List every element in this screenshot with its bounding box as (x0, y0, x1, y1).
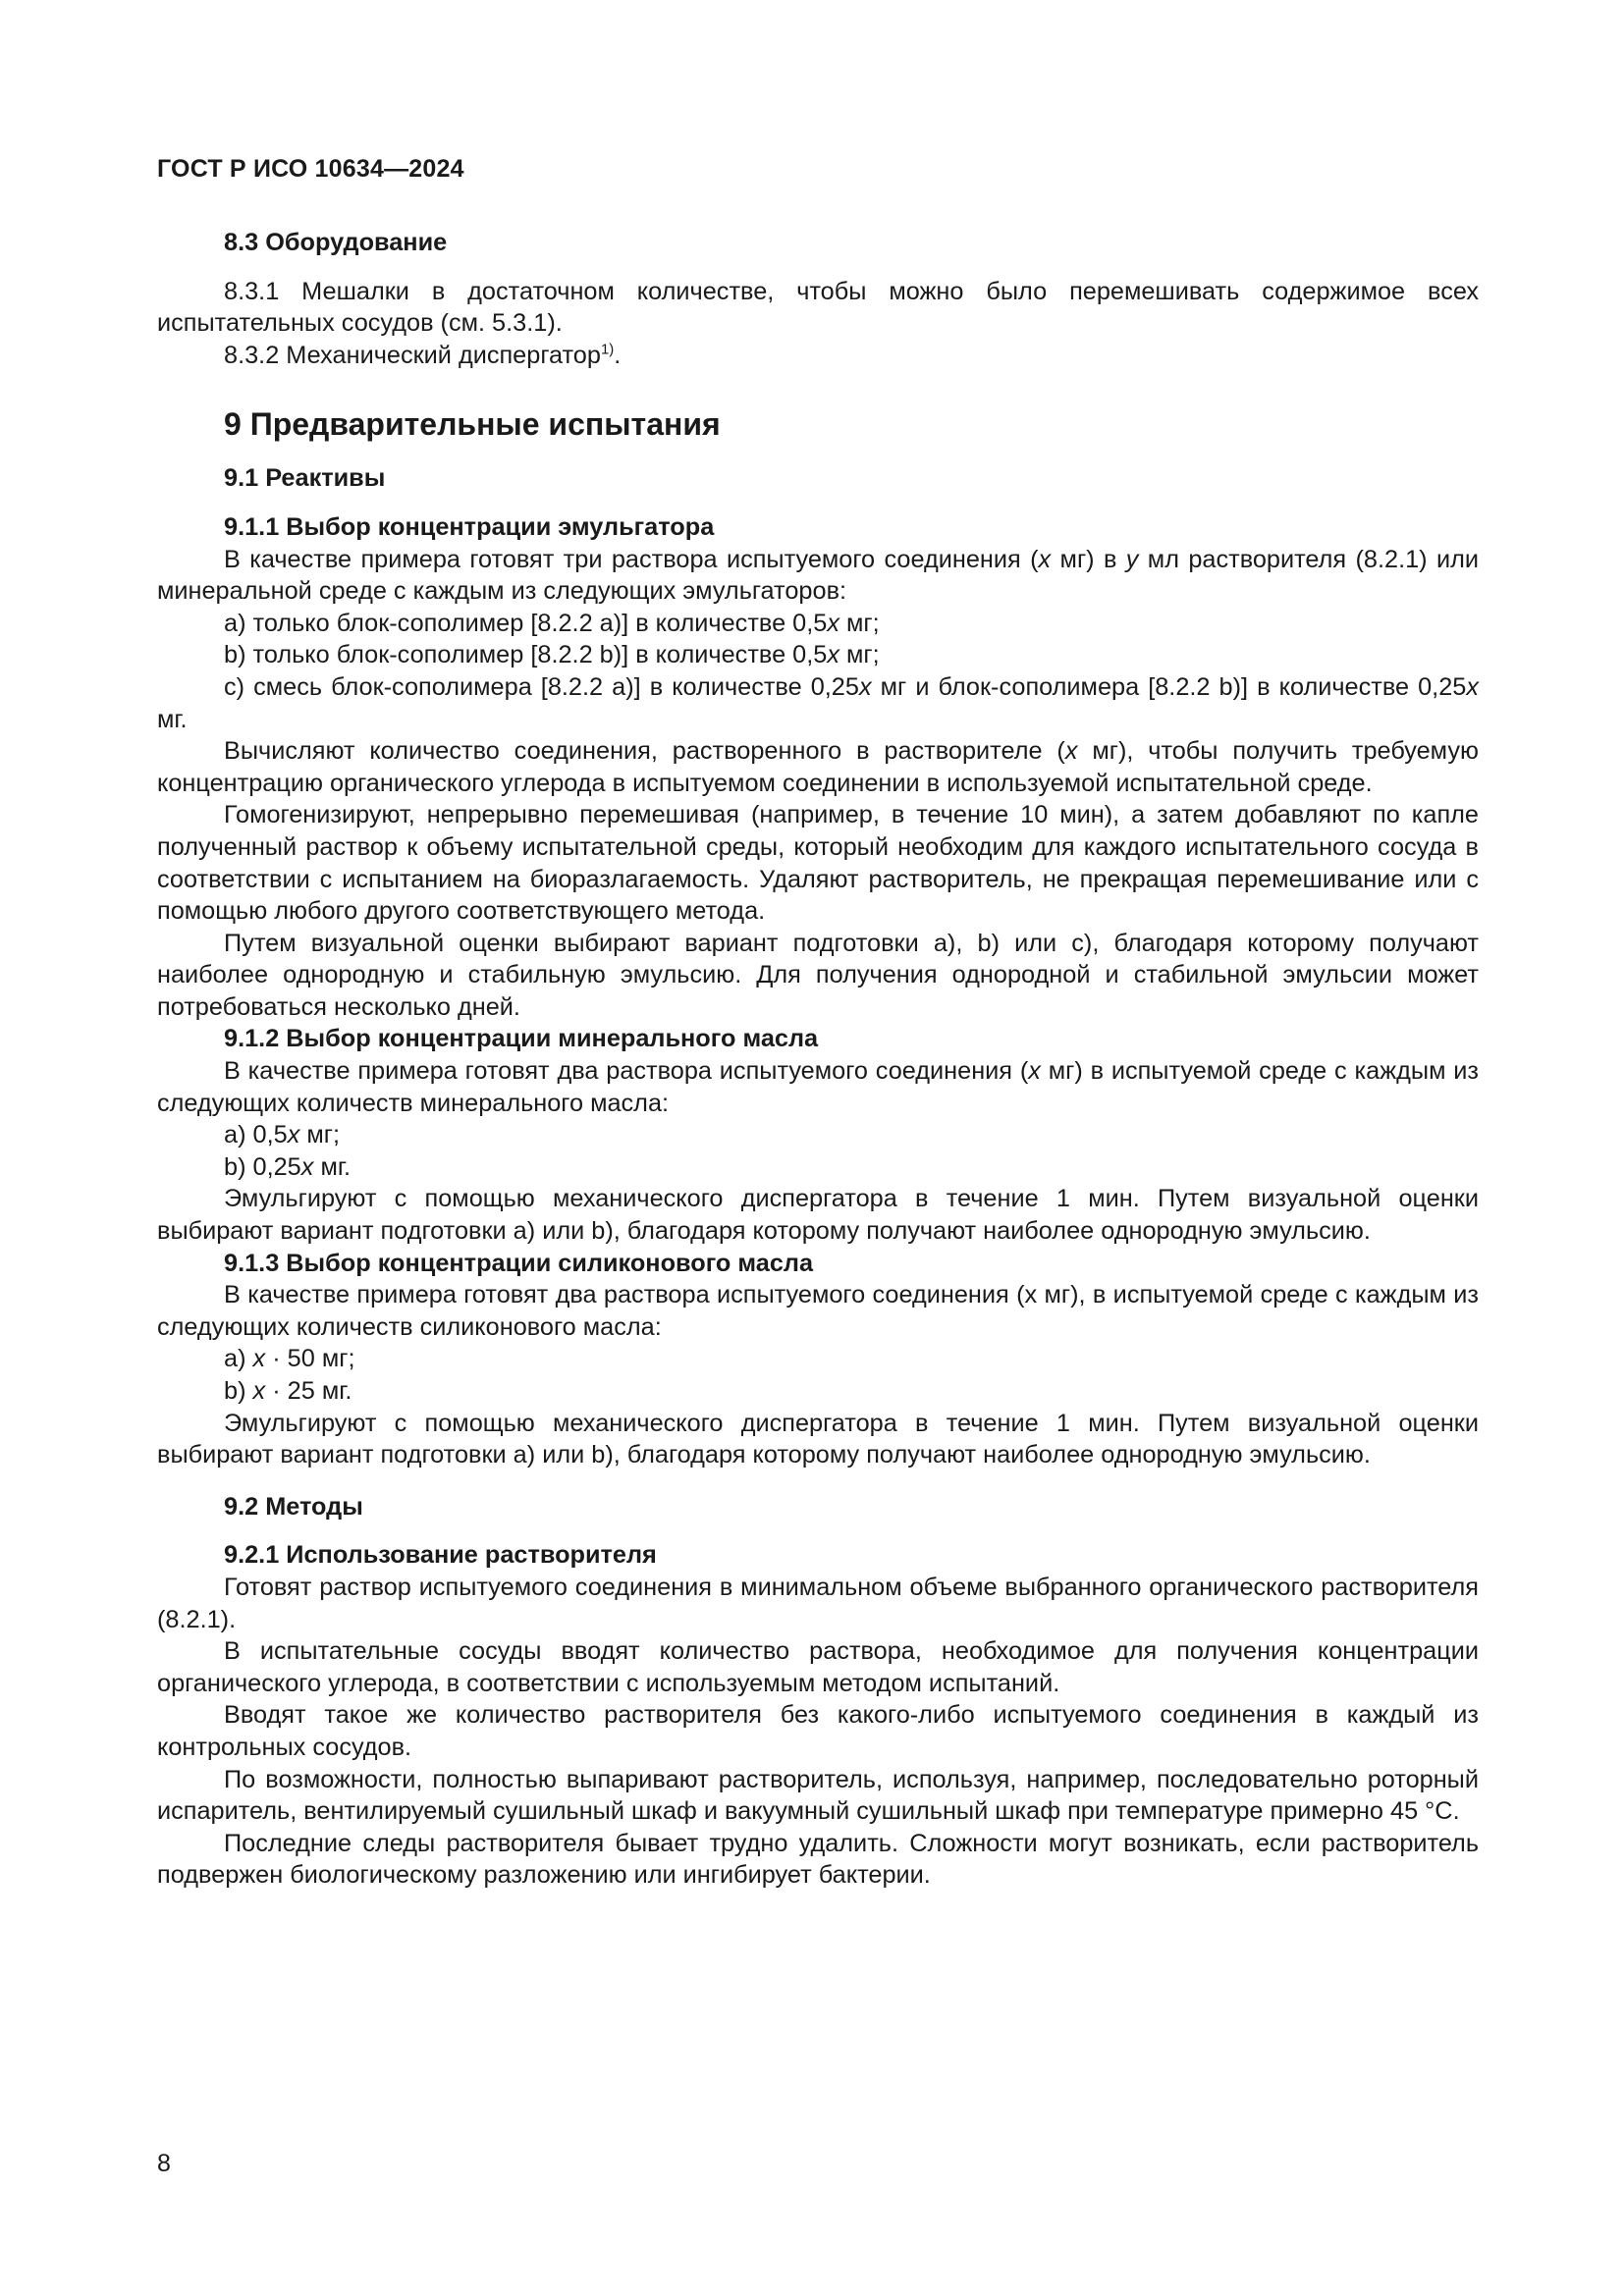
variable-x: x (252, 1377, 266, 1405)
variable-x: x (252, 1345, 266, 1373)
paragraph-9-1-2-emulsify: Эмульгируют с помощью механического диспергатора в течение 1 мин. Путем визуальной оценки выбирают вариант подготовки a) или b), благодаря которому получают наиболее однородную эмульсию. (157, 1185, 1479, 1246)
section-9-2-heading: 9.2 Методы (224, 1492, 363, 1521)
paragraph-9-1-1-homogenize: Гомогенизируют, непрерывно перемешивая (например, в течение 10 мин), а затем добавляют по капле полученный раствор к объему испытательной среды, который необходим для каждого испытательного сосуда в соответствии с испытанием на биоразлагаемость. Удаляют растворитель, не прекращая перемешивание или с помощью любого другого соответствующего метода. (157, 801, 1479, 926)
text-run: мг; (299, 1121, 341, 1149)
text-run: мл растворителя (8.2.1) или минеральной среде с каждым из следующих эмульгаторов: (157, 545, 1479, 606)
paragraph-9-1-3-emulsify: Эмульгируют с помощью механического диспергатора в течение 1 мин. Путем визуальной оценки выбирают вариант подготовки a) или b), благодаря которому получают наиболее однородную эмульсию. (157, 1409, 1479, 1469)
paragraph-9-1-1-intro (157, 544, 1479, 608)
text-run: · 25 мг. (265, 1377, 352, 1405)
variable-y: y (1125, 545, 1139, 573)
section-8-3-heading: 8.3 Оборудование (224, 229, 448, 256)
text-run: мг) в испытуемой среде с каждым из следующих количеств минерального масла: (157, 1057, 1480, 1117)
section-9-1-3-heading: 9.1.3 Выбор концентрации силиконового масла (224, 1249, 814, 1277)
text-run: a) 0,5 (224, 1121, 288, 1149)
list-item-9-1-2-a (157, 1119, 1479, 1151)
text-run: · 50 мг; (265, 1345, 355, 1373)
list-item-9-1-3-b (157, 1375, 1479, 1408)
section-9-heading: 9 Предварительные испытания (224, 406, 721, 443)
variable-x: x (1466, 672, 1479, 701)
document-body (157, 227, 1479, 1892)
text-run: b) только блок-сополимер [8.2.2 b)] в количестве 0,5 (224, 641, 828, 669)
text-run: b) 0,25 (224, 1152, 301, 1181)
variable-x: x (287, 1121, 300, 1149)
section-9-1-2-heading: 9.1.2 Выбор концентрации минерального масла (224, 1025, 819, 1053)
paragraph-9-2-1-4: По возможности, полностью выпаривают растворитель, используя, например, последовательно роторный испаритель, вентилируемый сушильный шкаф и вакуумный сушильный шкаф при температуре примерно 45 °С. (157, 1765, 1479, 1826)
variable-x: x (1064, 737, 1078, 766)
footnote-mark: 1) (600, 341, 615, 358)
section-9-2-1-heading: 9.2.1 Использование растворителя (224, 1541, 657, 1570)
paragraph-8-3-2 (157, 340, 1479, 372)
variable-x: x (858, 672, 872, 701)
text-run: В качестве примера готовят два раствора испытуемого соединения ( (224, 1057, 1029, 1086)
paragraph-9-1-1-visual: Путем визуальной оценки выбирают вариант подготовки a), b) или c), благодаря которому получают наиболее однородную и стабильную эмульсию. Для получения однородной и стабильной эмульсии может потребоваться несколько дней. (157, 929, 1479, 1021)
text-run: мг и блок-сополимера [8.2.2 b)] в количестве 0,25 (871, 672, 1467, 701)
standard-header: ГОСТ Р ИСО 10634—2024 (157, 155, 464, 183)
paragraph-9-1-2-intro (157, 1055, 1479, 1119)
text-run: В качестве примера готовят три раствора испытуемого соединения ( (224, 545, 1039, 573)
text-run: мг. (157, 705, 188, 733)
variable-x: x (1038, 545, 1052, 573)
page-number: 8 (157, 2150, 171, 2177)
paragraph-9-1-3-intro: В качестве примера готовят два раствора испытуемого соединения (x мг), в испытуемой среде с каждым из следующих количеств силиконового масла: (157, 1281, 1479, 1341)
text-run: a) (224, 1345, 253, 1373)
text-run: a) только блок-сополимер [8.2.2 a)] в количестве 0,5 (224, 609, 828, 637)
variable-x: x (1028, 1057, 1041, 1086)
paragraph-8-3-2-text: 8.3.2 Механический диспергатор (224, 341, 601, 369)
paragraph-8-3-2-end: . (614, 341, 622, 369)
text-run: мг. (313, 1152, 352, 1181)
list-item-9-1-2-b (157, 1151, 1479, 1184)
section-9-1-1-heading: 9.1.1 Выбор концентрации эмульгатора (224, 512, 715, 541)
text-run: b) (224, 1377, 253, 1405)
paragraph-9-2-1-3: Вводят такое же количество растворителя без какого-либо испытуемого соединения в каждый из контрольных сосудов. (157, 1701, 1479, 1761)
spacer (157, 1471, 1479, 1491)
paragraph-8-3-1: 8.3.1 Мешалки в достаточном количестве, чтобы можно было перемешивать содержимое всех испытательных сосудов (см. 5.3.1). (157, 277, 1479, 338)
variable-x: x (827, 641, 839, 669)
text-run: Вычисляют количество соединения, растворенного в растворителе ( (224, 737, 1065, 766)
list-item-9-1-1-c (157, 671, 1479, 735)
variable-x: x (827, 609, 839, 637)
text-run: мг) в (1051, 545, 1126, 573)
paragraph-9-1-1-calc (157, 735, 1479, 799)
text-run: c) смесь блок-сополимера [8.2.2 a)] в количестве 0,25 (224, 672, 859, 701)
list-item-9-1-1-b (157, 639, 1479, 671)
list-item-9-1-1-a (157, 608, 1479, 640)
paragraph-9-2-1-1: Готовят раствор испытуемого соединения в минимальном объеме выбранного органического растворителя (8.2.1). (157, 1573, 1479, 1633)
list-item-9-1-3-a (157, 1343, 1479, 1375)
section-9-1-heading: 9.1 Реактивы (224, 464, 386, 493)
variable-x: x (300, 1152, 314, 1181)
text-run: мг), чтобы получить требуемую концентрацию органического углерода в испытуемом соединении в используемой испытательной среде. (157, 737, 1479, 797)
text-run: мг; (839, 609, 880, 637)
paragraph-9-2-1-2: В испытательные сосуды вводят количество раствора, необходимое для получения концентрации органического углерода, в соответствии с используемым методом испытаний. (157, 1637, 1479, 1697)
text-run: мг; (839, 641, 880, 669)
paragraph-9-2-1-5: Последние следы растворителя бывает трудно удалить. Сложности могут возникать, если растворитель подвержен биологическому разложению или ингибирует бактерии. (157, 1829, 1479, 1890)
